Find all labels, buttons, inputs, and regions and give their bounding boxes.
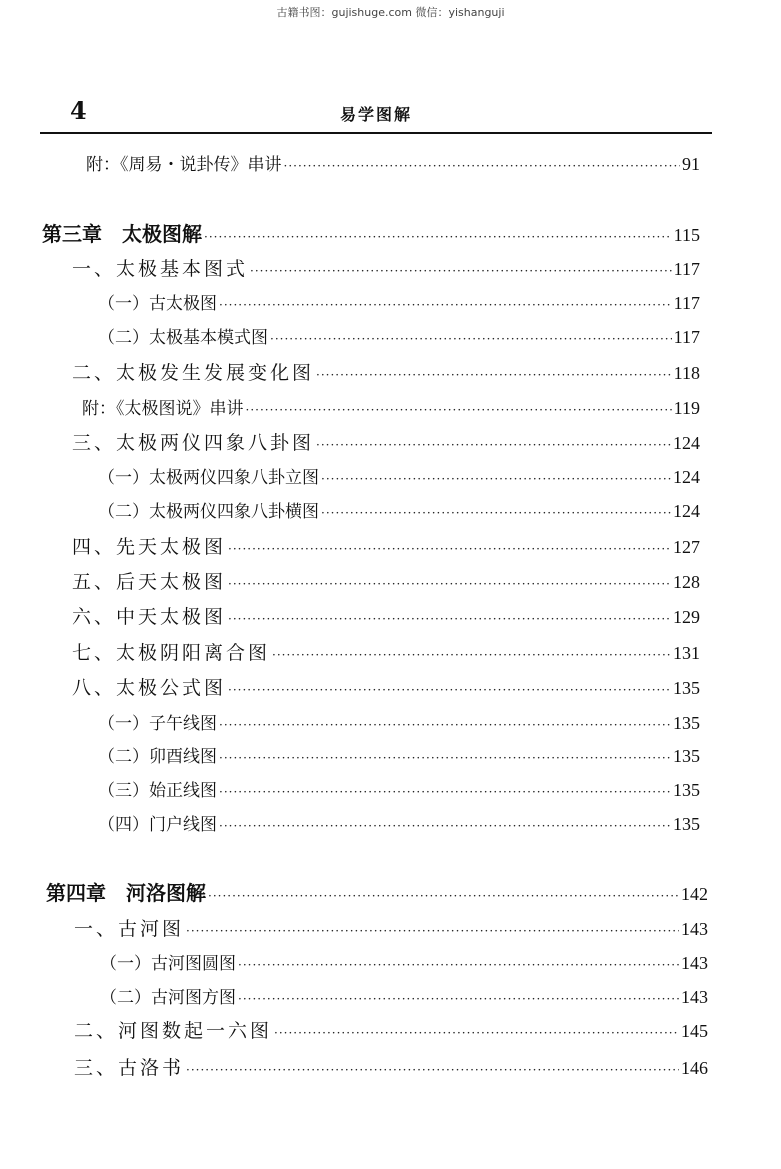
toc-entry-label: 二、河图数起一六图 bbox=[74, 1020, 273, 1042]
leader-dots bbox=[208, 889, 679, 903]
toc-entry-chapter-3 bbox=[42, 218, 700, 247]
toc-entry-page: 128 bbox=[673, 572, 700, 592]
toc-entry-page: 124 bbox=[673, 467, 700, 487]
toc-entry-label: （二）太极两仪四象八卦横图 bbox=[98, 502, 319, 522]
toc-entry-page: 143 bbox=[681, 987, 708, 1007]
toc-entry-subsection bbox=[98, 323, 700, 348]
toc-entry-section bbox=[72, 428, 700, 455]
page-number: 4 bbox=[70, 96, 87, 125]
toc-entry-section bbox=[72, 638, 700, 665]
toc-entry-subsection bbox=[98, 810, 700, 835]
toc-entry-page: 143 bbox=[681, 953, 708, 973]
toc-entry-page: 145 bbox=[681, 1021, 708, 1041]
toc-entry-label: 四、先天太极图 bbox=[72, 536, 227, 558]
toc-entry-appendix-shuoguazhuan bbox=[86, 150, 700, 175]
leader-dots bbox=[228, 542, 671, 556]
leader-dots bbox=[321, 506, 671, 520]
toc-entry-page: 143 bbox=[681, 919, 708, 939]
toc-entry-label: 第三章 太极图解 bbox=[42, 222, 202, 246]
toc-entry-section bbox=[74, 1016, 708, 1043]
toc-entry-label: （二）古河图方图 bbox=[100, 988, 236, 1008]
leader-dots bbox=[316, 438, 671, 452]
toc-entry-label: （一）太极两仪四象八卦立图 bbox=[98, 468, 319, 488]
leader-dots bbox=[186, 1063, 679, 1077]
toc-entry-page: 117 bbox=[673, 293, 700, 313]
toc-entry-label: 六、中天太极图 bbox=[72, 606, 227, 628]
toc-entry-label: （四）门户线图 bbox=[98, 815, 217, 835]
leader-dots bbox=[219, 298, 672, 312]
toc-entry-label: 附：《太极图说》串讲 bbox=[82, 399, 244, 419]
toc-entry-subsection bbox=[98, 776, 700, 801]
leader-dots bbox=[246, 403, 672, 417]
toc-entry-page: 129 bbox=[673, 607, 700, 627]
toc-entry-page: 135 bbox=[673, 678, 700, 698]
toc-entry-label: 三、古洛书 bbox=[74, 1057, 185, 1079]
toc-entry-label: 二、太极发生发展变化图 bbox=[72, 362, 315, 384]
toc-entry-page: 135 bbox=[673, 780, 700, 800]
leader-dots bbox=[204, 230, 672, 244]
toc-entry-page: 117 bbox=[673, 259, 700, 279]
leader-dots bbox=[270, 332, 672, 346]
toc-entry-section bbox=[72, 532, 700, 559]
leader-dots bbox=[219, 785, 671, 799]
leader-dots bbox=[316, 368, 672, 382]
toc-entry-section bbox=[72, 602, 700, 629]
toc-entry-label: （二）卯酉线图 bbox=[98, 747, 217, 767]
toc-entry-label: 八、太极公式图 bbox=[72, 677, 227, 699]
toc-entry-label: 一、古河图 bbox=[74, 918, 185, 940]
leader-dots bbox=[250, 264, 672, 278]
leader-dots bbox=[186, 924, 679, 938]
toc-entry-label: 三、太极两仪四象八卦图 bbox=[72, 432, 315, 454]
toc-entry-page: 146 bbox=[681, 1058, 708, 1078]
toc-entry-section bbox=[72, 673, 700, 700]
toc-entry-label: （一）子午线图 bbox=[98, 714, 217, 734]
toc-entry-label: （一）古太极图 bbox=[98, 294, 217, 314]
toc-entry-label: 五、后天太极图 bbox=[72, 571, 227, 593]
toc-entry-page: 124 bbox=[673, 501, 700, 521]
toc-entry-page: 118 bbox=[673, 363, 700, 383]
toc-entry-page: 142 bbox=[681, 884, 708, 904]
toc-entry-label: 七、太极阴阳离合图 bbox=[72, 642, 271, 664]
toc-entry-page: 117 bbox=[673, 327, 700, 347]
watermark-text: 古籍书图：gujishuge.com 微信：yishanguji bbox=[276, 6, 505, 19]
leader-dots bbox=[219, 718, 671, 732]
toc-entry-subsection bbox=[98, 463, 700, 488]
leader-dots bbox=[272, 648, 671, 662]
running-title: 易学图解 bbox=[340, 105, 413, 124]
toc-entry-page: 135 bbox=[673, 746, 700, 766]
leader-dots bbox=[284, 159, 681, 173]
toc-entry-section bbox=[74, 914, 708, 941]
leader-dots bbox=[238, 992, 679, 1006]
toc-entry-label: （二）太极基本模式图 bbox=[98, 328, 268, 348]
leader-dots bbox=[238, 958, 679, 972]
leader-dots bbox=[321, 472, 671, 486]
toc-entry-appendix-taijitushuo bbox=[82, 394, 700, 419]
toc-entry-page: 119 bbox=[673, 398, 700, 418]
leader-dots bbox=[228, 683, 671, 697]
leader-dots bbox=[219, 819, 671, 833]
toc-entry-section bbox=[72, 567, 700, 594]
toc-entry-label: 第四章 河洛图解 bbox=[46, 881, 206, 905]
toc-entry-page: 135 bbox=[673, 713, 700, 733]
toc-entry-subsection bbox=[100, 983, 708, 1008]
toc-entry-page: 131 bbox=[673, 643, 700, 663]
toc-entry-label: 一、太极基本图式 bbox=[72, 258, 249, 280]
toc-entry-section bbox=[74, 1053, 708, 1080]
leader-dots bbox=[228, 577, 671, 591]
leader-dots bbox=[228, 612, 671, 626]
toc-entry-label: （一）古河图圆图 bbox=[100, 954, 236, 974]
toc-entry-subsection bbox=[98, 497, 700, 522]
toc-entry-section bbox=[72, 358, 700, 385]
toc-entry-page: 135 bbox=[673, 814, 700, 834]
toc-entry-subsection bbox=[98, 742, 700, 767]
toc-entry-label: （三）始正线图 bbox=[98, 781, 217, 801]
toc-entry-label: 附：《周易・说卦传》串讲 bbox=[86, 155, 282, 175]
toc-entry-subsection bbox=[100, 949, 708, 974]
toc-entry-page: 127 bbox=[673, 537, 700, 557]
toc-entry-page: 91 bbox=[682, 154, 700, 174]
toc-entry-page: 115 bbox=[673, 225, 700, 245]
leader-dots bbox=[274, 1026, 679, 1040]
toc-entry-page: 124 bbox=[673, 433, 700, 453]
toc-entry-chapter-4 bbox=[46, 877, 708, 906]
toc-entry-section bbox=[72, 254, 700, 281]
toc-entry-subsection bbox=[98, 289, 700, 314]
toc-entry-subsection bbox=[98, 709, 700, 734]
leader-dots bbox=[219, 751, 671, 765]
